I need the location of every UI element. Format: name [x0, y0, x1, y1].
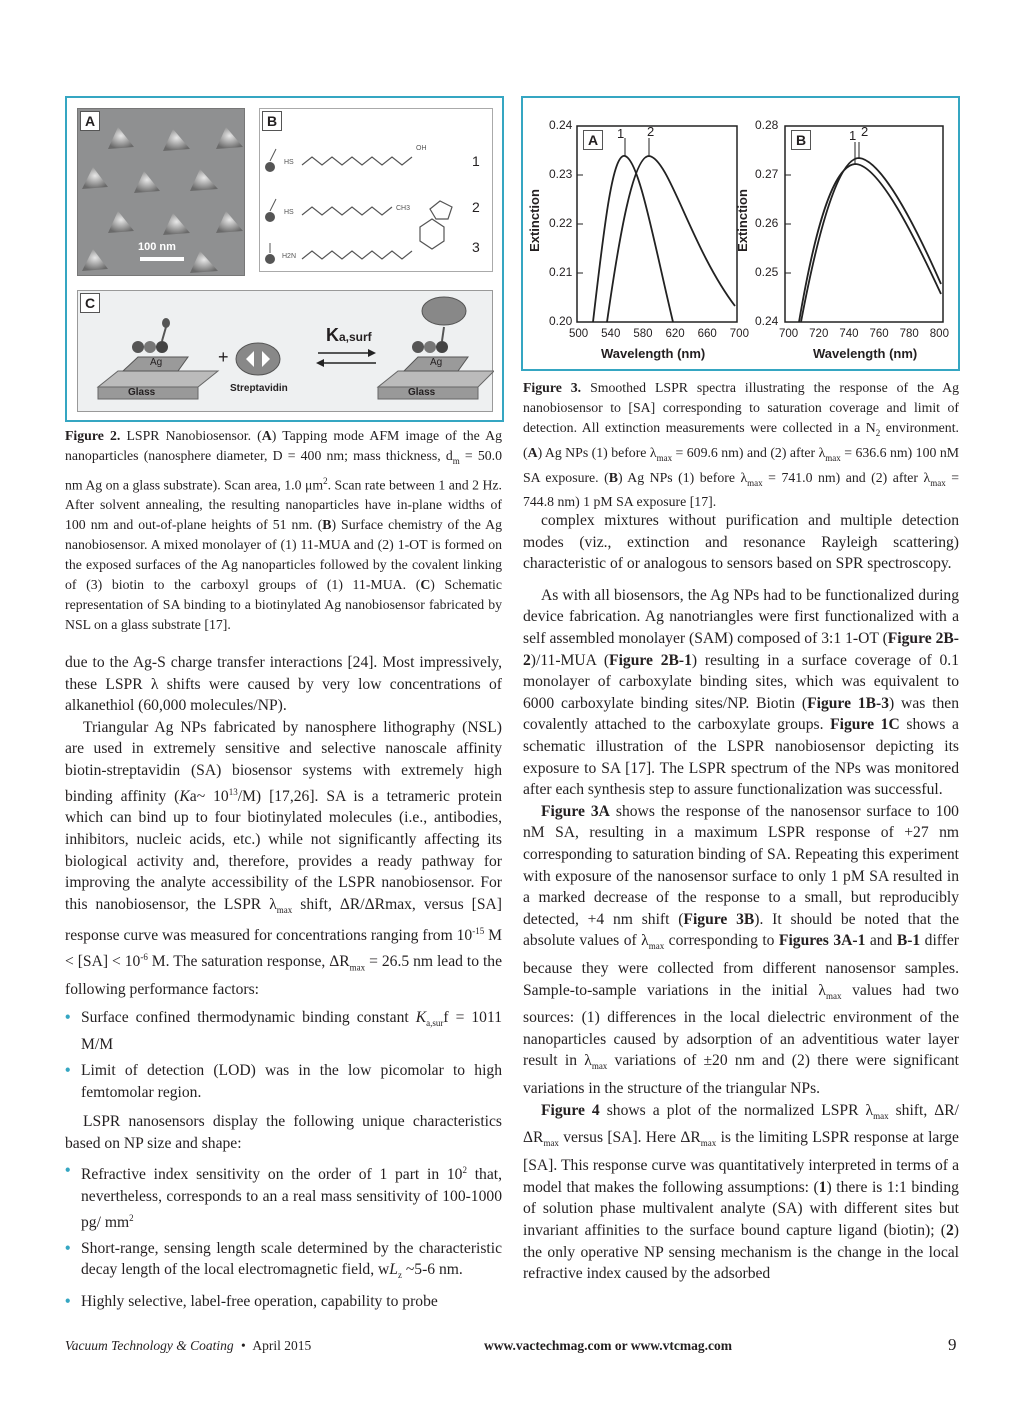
footer-journal	[65, 1338, 311, 1354]
figure-ref: Figure 1B-3	[807, 694, 890, 712]
fig3-b-ylabel: Extinction	[734, 189, 750, 252]
spectrum-a-curve-2	[607, 156, 735, 322]
text-italic: K	[415, 1008, 427, 1026]
figure-ref: Figure 3A	[541, 802, 610, 820]
text: /M) [17,26]. SA is a tetrameric protein which can bind up to four biotinylated molecules (i.e., antibodies, inhibitors, nucleic acids, etc.) while not significantly affecting its biological activity and, therefore, provides a ready pathway for improving the analyte accessibility of the LSPR nanobiosensor. For this nanobiosensor, the LSPR λ	[65, 787, 502, 913]
figure-ref: Figure 3B	[683, 910, 755, 928]
fig3-a-xticks	[569, 328, 749, 340]
molecule-3-head: H2N	[282, 253, 297, 260]
figure-ref: Figure 2B-1	[609, 651, 692, 669]
right-paragraph-2	[523, 585, 959, 801]
text: f = 1011 M/M	[81, 1008, 502, 1054]
caption-sup: 2	[323, 475, 328, 486]
text: ~5-6 nm.	[401, 1261, 463, 1279]
figure-ref: Figure 4	[541, 1101, 600, 1119]
panel-c-label: C	[80, 293, 100, 313]
text: values had two sources: (1) differences in the local dielectric environment of the nanoparticles caused by adsorption of an adventitious water layer result in λ	[523, 981, 959, 1070]
right-paragraph-1: complex mixtures without purification and multiple detection modes (viz., extinction and resonance Rayleigh scattering) characteristic of or analogous to sensors based on SPR spectroscopy.	[523, 512, 959, 573]
bullet-icon: •	[65, 1061, 71, 1079]
text: Short-range, sensing length scale determined by the characteristic decay length of the local electromagnetic field, w	[81, 1239, 502, 1279]
figure-ref: B-1	[896, 932, 921, 950]
text-sup: 2	[129, 1212, 134, 1223]
journal-name: Vacuum Technology & Coating	[65, 1338, 234, 1353]
figure-3-caption	[523, 378, 959, 512]
molecule-1-head: HS	[284, 159, 294, 166]
molecule-2-tail: CH3	[396, 205, 411, 212]
fig3-a-xtick: 700	[729, 328, 749, 340]
fig3-a-xtick: 580	[633, 328, 653, 340]
fig3-a-curve2-label: 2	[647, 124, 655, 139]
molecule-1-number: 1	[472, 153, 480, 169]
plus-sign: +	[218, 347, 229, 367]
performance-factors-list	[65, 1007, 502, 1103]
fig3-b-ytick: 0.27	[755, 167, 779, 181]
caption-text: = 741.0 nm) and (2) after λ	[762, 469, 931, 485]
text-sub: a,sur	[426, 1017, 444, 1028]
binding-constant-sub: a,surf	[339, 330, 372, 344]
caption-text: = 50.0 nm Ag on a glass substrate). Scan area, 1.0 μm	[65, 448, 502, 493]
caption-text: ) Ag NPs (1) before λ	[617, 469, 748, 485]
fig3-b-xtick: 780	[899, 328, 919, 340]
spectrum-b-curve-2	[801, 158, 941, 322]
caption-text: = 609.6 nm) and (2) after λ	[672, 444, 826, 460]
text-sub: max	[873, 1110, 889, 1121]
caption-sub: max	[825, 452, 841, 463]
fig3-b-ytick: 0.25	[755, 265, 779, 279]
text: and	[865, 932, 897, 950]
footer-url[interactable]: www.vactechmag.com or www.vtcmag.com	[484, 1338, 732, 1353]
text-sub: max	[591, 1061, 608, 1072]
caption-text: . Scan rate between 1 and 2 Hz. After solvent annealing, the resulting nanoparticles have in-plane widths of 100 nm and out-of-plane heights of 51 nm. (	[65, 477, 503, 533]
caption-text: = 744.8 nm) 1 pM SA exposure [17].	[523, 469, 960, 510]
left-paragraph-1: due to the Ag-S charge transfer interactions [24]. Most impressively, these LSPR λ shifts were caused by very low concentrations of alkanethiol (60,000 molecules/NP).	[65, 654, 502, 715]
text: that, nevertheless, corresponds to an a real mass sensitivity of 100-1000 pg/ mm	[81, 1166, 502, 1231]
text-sub: max	[700, 1138, 717, 1149]
figure-2-frame	[65, 96, 504, 422]
text-sub: max	[825, 990, 842, 1001]
list-item	[65, 1291, 502, 1313]
figure-2b-chemistry	[259, 108, 493, 272]
caption-sub: max	[930, 477, 946, 488]
right-paragraph-4	[523, 1100, 959, 1285]
molecule-1-tail: OH	[416, 145, 427, 152]
fig3-b-ytick: 0.26	[755, 216, 779, 230]
text: ) resulting in a surface coverage of 0.1 monolayer of carboxylate binding sites, which was equivalent to 6000 carboxylate binding sites/NP. Biotin (	[523, 651, 960, 712]
fig3-a-ytick: 0.21	[549, 265, 573, 279]
right-column	[523, 510, 959, 1285]
text: ) there is 1:1 binding of solution phase multivalent analyte (SA) with different sites but invariant affinities to the surface bound capture ligand (biotin); (	[523, 1178, 959, 1239]
fig3-panel-a-label: A	[583, 130, 603, 150]
glass-right-label: Glass	[408, 387, 436, 398]
footer-separator: •	[241, 1338, 246, 1353]
caption-bold-c: C	[420, 577, 431, 593]
text-sub: max	[349, 962, 366, 973]
text: ). It should be noted that the absolute values of λ	[523, 910, 959, 950]
caption-sub: max	[656, 452, 673, 463]
text: shows a plot of the normalized LSPR λ	[599, 1101, 874, 1119]
caption-text: Smoothed LSPR spectra illustrating the response of the Ag nanobiosensor to [SA] corresponding to saturation coverage and limit of detection. All extinction measurements were collected in a N	[523, 380, 959, 435]
text-sup: 2	[462, 1165, 467, 1176]
bullet-icon: •	[65, 1162, 71, 1180]
fig3-b-xtick: 760	[869, 328, 889, 340]
fig3-b-xlabel: Wavelength (nm)	[813, 346, 918, 361]
text: corresponding to	[664, 932, 779, 950]
caption-bold-b: B	[608, 469, 618, 485]
left-column	[65, 652, 502, 1320]
ag-right-label: Ag	[430, 357, 443, 368]
text: M. The saturation response, ΔR	[147, 953, 350, 971]
fig3-b-xtick: 720	[809, 328, 829, 340]
text-sup: 13	[228, 786, 238, 797]
fig3-panel-b-label: B	[791, 130, 811, 150]
molecule-structures	[260, 109, 494, 273]
text-bold: 1	[818, 1178, 827, 1196]
text: shift, ΔR/ΔRmax, versus [SA] response curve was measured for concentrations ranging from 10	[65, 895, 502, 945]
caption-text: ) Ag NPs (1) before λ	[537, 444, 657, 460]
fig3-b-xtick: 700	[779, 328, 799, 340]
text-italic: L	[389, 1261, 398, 1279]
text: a~ 10	[189, 787, 229, 805]
figure-2c-schematic	[77, 290, 493, 412]
figure-ref: Figures 3A-1	[778, 932, 866, 950]
text: shows the response of the nanosensor surface to 100 nM SA, resulting in a maximum LSPR response of +27 nm corresponding to saturation binding of SA. Repeating this experiment with exposure of the nanosensor surface to only 1 pM SA resulted in a marked decrease of the response to a small, but reproducibly detected, +4 nm shift (	[523, 802, 959, 928]
text-sub: max	[276, 904, 293, 915]
caption-sub: 2	[875, 427, 881, 438]
text-bold: 2	[946, 1221, 954, 1239]
right-paragraph-3	[523, 801, 959, 1100]
text: Refractive index sensitivity on the order of 1 part in 10	[81, 1166, 463, 1184]
text: versus [SA]. Here ΔR	[558, 1129, 701, 1147]
text: = 26.5 nm lead to the following performance factors:	[65, 953, 502, 999]
fig3-b-xtick: 800	[929, 328, 949, 340]
fig3-b-curve1-label: 1	[849, 128, 857, 143]
caption-bold-a: A	[527, 444, 538, 460]
fig3-a-ylabel: Extinction	[526, 189, 542, 252]
fig3-a-xtick: 620	[665, 328, 685, 340]
ag-left-label: Ag	[150, 357, 163, 368]
caption-text: ) Surface chemistry of the Ag nanobiosensor. A mixed monolayer of (1) 11-MUA and (2) 1-OT is formed on the exposed surfaces of the Ag nanoparticles followed by the covalent linking of (3) biotin to the carboxyl groups of (1) 11-MUA. (	[65, 517, 502, 593]
fig3-a-ytick: 0.20	[549, 314, 573, 328]
text: Highly selective, label-free operation, capability to probe	[81, 1292, 438, 1310]
list-item	[65, 1007, 502, 1056]
fig3-a-xtick: 540	[601, 328, 621, 340]
text: variations of ±20 nm and (2) there were significant variations in the structure of the triangular NPs.	[523, 1052, 959, 1098]
fig3-a-ytick: 0.22	[549, 216, 573, 230]
caption-text: environment. (	[523, 420, 959, 460]
text: ) was then covalently attached to the carboxylate groups.	[523, 694, 959, 734]
molecule-2-number: 2	[472, 199, 480, 215]
binding-constant-k: K	[326, 325, 339, 345]
caption-sub: m	[452, 455, 460, 466]
glass-left-label: Glass	[128, 387, 156, 398]
text: differ because they were collected from different nanosensor samples. Sample-to-sample variations in the initial λ	[523, 932, 960, 999]
fig3-a-xlabel: Wavelength (nm)	[601, 346, 706, 361]
afm-scale-bar-label: 100 nm	[138, 241, 176, 253]
text: shows a schematic illustration of the LSPR nanobiosensor depicting its exposure to SA [17]. The LSPR spectrum of the NPs was monitored after each synthesis step to assure functionalization was successful.	[523, 716, 959, 799]
fig3-b-xtick: 740	[839, 328, 859, 340]
bullet-icon: •	[65, 1292, 71, 1310]
caption-text: ) Schematic representation of SA binding to a biotinylated Ag nanobiosensor fabricated by NSL on a glass substrate [17].	[65, 577, 502, 633]
text: )/11-MUA (	[530, 651, 610, 669]
list-item	[65, 1060, 502, 1103]
characteristics-list	[65, 1160, 502, 1312]
figure-ref: Figure 2B-2	[523, 629, 959, 669]
figure-2-caption	[65, 426, 502, 635]
text-sub: max	[543, 1138, 559, 1149]
caption-sub: max	[747, 477, 763, 488]
fig3-a-curve1-label: 1	[617, 126, 625, 141]
figure-3-caption-label: Figure 3.	[523, 380, 582, 395]
text: As with all biosensors, the Ag NPs had to be functionalized during device fabrication. Ag nanotriangles were first functionalized with a self assembled monolayer (SAM) composed of 3:1 1-OT (	[523, 586, 959, 647]
caption-text: LSPR Nanobiosensor. (	[120, 428, 262, 443]
fig3-a-ytick: 0.24	[549, 118, 573, 132]
fig3-a-xtick: 660	[697, 328, 717, 340]
text: Surface confined thermodynamic binding constant	[81, 1008, 416, 1026]
streptavidin-label: Streptavidin	[230, 383, 288, 394]
text: shift, ΔR/ΔR	[523, 1101, 960, 1147]
text: M < [SA] < 10	[65, 927, 503, 971]
text-sub: max	[648, 941, 665, 952]
panel-a-label: A	[80, 111, 100, 131]
caption-bold-a: A	[261, 428, 272, 443]
text-sub: z	[397, 1270, 402, 1281]
text-sup: -6	[140, 952, 148, 963]
text: Triangular Ag NPs fabricated by nanosphere lithography (NSL) are used in extremely sensitive and selective nanoscale affinity biotin-streptavidin (SA) biosensor systems with extremely high binding affinity (	[65, 718, 502, 805]
issue-date: April 2015	[252, 1338, 312, 1353]
molecule-2-head: HS	[284, 209, 294, 216]
text-italic: K	[179, 787, 190, 805]
figure-2a-afm-image	[77, 108, 245, 276]
caption-bold-b: B	[322, 517, 332, 533]
figure-3-frame	[521, 96, 960, 371]
page-number: 9	[948, 1335, 957, 1354]
fig3-b-ytick: 0.24	[755, 314, 779, 328]
fig3-b-xticks	[779, 328, 949, 340]
left-paragraph-2	[65, 717, 502, 1001]
molecule-3-number: 3	[472, 239, 480, 255]
spectrum-b-curve-1	[799, 164, 941, 322]
binding-constant-label	[326, 325, 372, 346]
figure-2-caption-label: Figure 2.	[65, 428, 121, 443]
fig3-b-curve2-label: 2	[861, 124, 869, 139]
left-paragraph-3: LSPR nanosensors display the following unique characteristics based on NP size and shape:	[65, 1113, 502, 1152]
fig3-a-xtick: 500	[569, 328, 589, 340]
caption-text: = 636.6 nm) 100 nM SA exposure. (	[523, 444, 959, 485]
text: ) the only operative NP sensing mechanism is the change in the local refractive index caused by the adsorbed	[523, 1221, 959, 1283]
figure-ref: Figure 1C	[830, 716, 900, 734]
caption-text: ) Tapping mode AFM image of the Ag nanoparticles (nanosphere diameter, D = 400 nm; mass thickness, d	[65, 428, 502, 463]
list-item	[65, 1238, 502, 1287]
bullet-icon: •	[65, 1008, 71, 1026]
panel-b-label: B	[262, 111, 282, 131]
text: Limit of detection (LOD) was in the low picomolar to high femtomolar region.	[81, 1061, 502, 1101]
bullet-icon: •	[65, 1239, 71, 1257]
fig3-a-ytick: 0.23	[549, 167, 573, 181]
text: is the limiting LSPR response at large [SA]. This response curve was quantitatively interpreted in terms of a model that makes the following assumptions: (	[523, 1129, 959, 1196]
fig3-b-ytick: 0.28	[755, 118, 779, 132]
list-item	[65, 1160, 502, 1233]
text-sup: -15	[472, 926, 485, 937]
